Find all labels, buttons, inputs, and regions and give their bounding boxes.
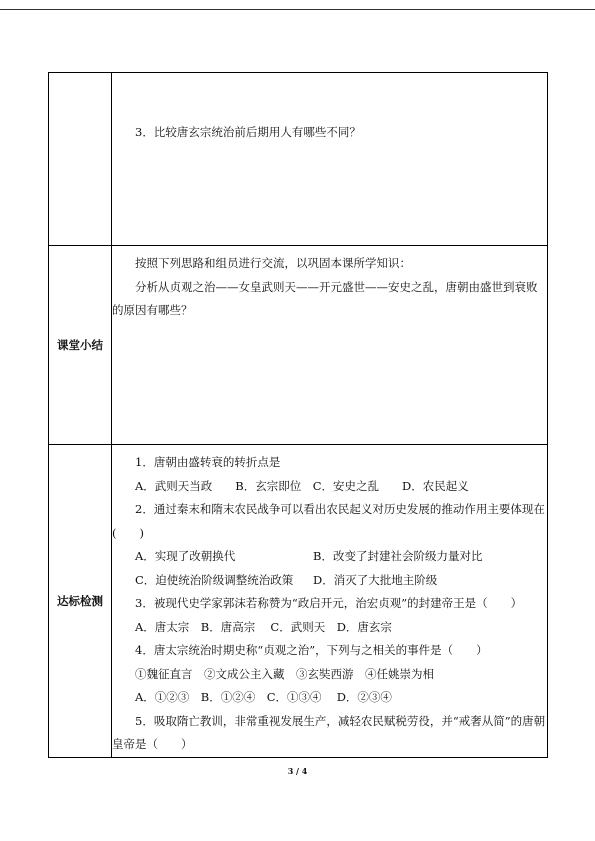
test-question-3-options: A．唐太宗 B．唐高宗 C．武则天 D．唐玄宗 [135, 619, 392, 634]
test-question-2-option-b: B．改变了封建社会阶级力量对比 [313, 549, 483, 563]
test-question-4-options: A．①②③ B．①②④ C．①③④ D．②③④ [135, 690, 392, 704]
test-question-4-items: ①魏征直言 ②文成公主入藏 ③玄奘西游 ④任姚崇为相 [135, 666, 434, 681]
test-question-2-option-d: D．消灭了大批地主阶级 [313, 572, 438, 587]
header-rule [0, 9, 595, 10]
test-question-2-option-a: A．实现了改朝换代 [135, 549, 236, 563]
summary-analysis: 分析从贞观之治——女皇武则天——开元盛世——安史之乱，唐朝由盛世到衰败的原因有哪些？ [112, 279, 538, 317]
test-question-4: 4．唐太宗统治时期史称“贞观之治”，下列与之相关的事件是（ ） [135, 643, 488, 657]
test-cell [112, 445, 548, 758]
page-number: 3 / 4 [287, 766, 308, 776]
row-label-empty [49, 73, 112, 246]
summary-cell [112, 246, 548, 445]
test-question-2: 2．通过秦末和隋末农民战争可以看出农民起义对历史发展的推动作用主要体现在( ) [112, 502, 545, 540]
summary-intro: 按照下列思路和组员进行交流，以巩固本课所学知识： [135, 256, 411, 270]
question-3-text: 3．比较唐玄宗统治前后期用人有哪些不同？ [135, 125, 361, 139]
test-question-2-option-c: C．迫使统治阶级调整统治政策 [135, 572, 294, 587]
test-question-5: 5．吸取隋亡教训，非常重视发展生产，减轻农民赋税劳役，并“戒奢从简”的唐朝皇帝是（ ） [112, 713, 546, 751]
test-question-3: 3．被现代史学家郭沫若称赞为“政启开元，治宏贞观”的封建帝王是（ ） [135, 596, 523, 610]
lesson-table [48, 72, 548, 758]
table-row-summary [49, 246, 548, 445]
test-question-1-options: A．武则天当政 B．玄宗即位 C．安史之乱 D．农民起义 [135, 478, 469, 493]
table-row-review [49, 73, 548, 246]
test-question-2-options-ab [112, 545, 547, 569]
table-row-test [49, 445, 548, 758]
review-cell [112, 73, 548, 246]
row-label-test: 达标检测 [49, 445, 112, 758]
test-question-1: 1．唐朝由盛转衰的转折点是 [135, 455, 281, 469]
test-question-2-options-cd [112, 569, 547, 593]
row-label-summary: 课堂小结 [49, 246, 112, 445]
